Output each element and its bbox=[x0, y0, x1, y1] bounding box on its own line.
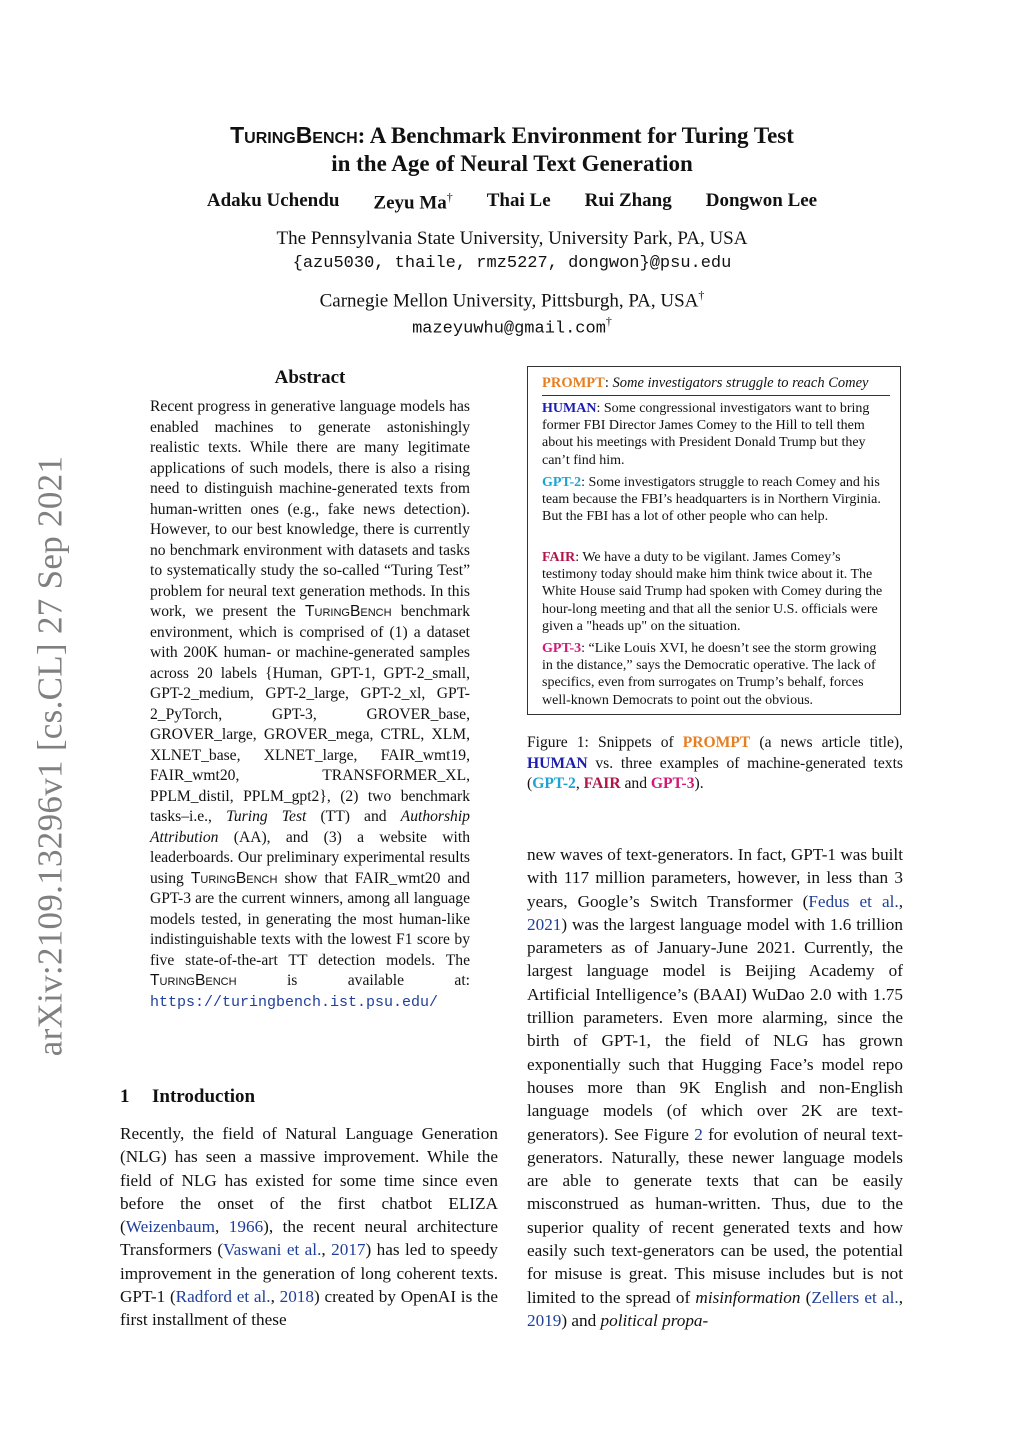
author-2-name: Zeyu Ma bbox=[373, 192, 447, 214]
dagger-mark: † bbox=[698, 288, 705, 302]
body-text: ) has led to speedy improvement in the generation of long coherent texts. GPT-1 ( bbox=[120, 1240, 499, 1307]
author-3: Thai Le bbox=[486, 190, 551, 211]
author-list bbox=[120, 190, 904, 214]
abstract-text: (AA), and (3) a website with leaderboards. Our preliminary experimental results using bbox=[150, 828, 470, 887]
prompt-label: PROMPT bbox=[542, 375, 605, 391]
title-brand: TuringBench bbox=[230, 122, 358, 148]
arxiv-side-label bbox=[8, 456, 92, 1056]
abstract-text: is available at: bbox=[236, 972, 470, 989]
citation-link[interactable]: Radford et al. bbox=[175, 1287, 271, 1307]
body-text: new waves of text-generators. In fact, GPT-1 was built with 117 million parameters, however, in less than 3 years, Google’s Switch Transformer ( bbox=[527, 845, 903, 911]
body-text: ( bbox=[800, 1287, 812, 1307]
author-5: Dongwon Lee bbox=[705, 190, 818, 211]
body-text: ) and bbox=[561, 1310, 601, 1330]
affiliation-2-email-line bbox=[120, 314, 904, 338]
paper-title bbox=[120, 121, 904, 178]
body-text: ) was the largest language model with 1.6 trillion parameters as of January-June 2021. Currently, the largest language model is Beijing Academy of Artificial Intelligence’s (BAAI) WuDao 2.0 with 1.75 trillion parameters. Even more alarming, since the birth of GPT-1, the field of NLG has grown exponentially such that Hugging Face’s model repo houses more than 9K English and non-English language models (of which over 2K are text-generators). See Figure bbox=[527, 914, 903, 1144]
figure-prompt-line: PROMPT: Some investigators struggle to reach Comey bbox=[542, 375, 869, 391]
citation-year-link[interactable]: 2019 bbox=[527, 1310, 562, 1330]
abstract-heading: Abstract bbox=[274, 367, 346, 388]
abstract-text: (TT) and bbox=[306, 808, 401, 825]
abstract-body bbox=[150, 397, 470, 1013]
citation-year-link[interactable]: 2018 bbox=[279, 1287, 314, 1307]
title-line1-rest: : A Benchmark Environment for Turing Test bbox=[357, 123, 794, 148]
abstract-text: show that FAIR_wmt20 and GPT-3 are the current winners, among all language models tested, in generating the most human-like indistinguishable texts with the lowest F1 score by five state-of-the-art TT detection models. The bbox=[150, 869, 470, 969]
dagger-mark: † bbox=[446, 190, 453, 204]
citation-link[interactable]: Zellers et al. bbox=[811, 1287, 899, 1307]
author-4: Rui Zhang bbox=[584, 190, 672, 211]
prompt-text: Some investigators struggle to reach Comey bbox=[612, 375, 869, 391]
author-1: Adaku Uchendu bbox=[206, 190, 340, 211]
caption-label-fair: FAIR bbox=[583, 775, 621, 792]
entry-label: GPT-2 bbox=[542, 475, 582, 490]
citation-link[interactable]: Fedus et al. bbox=[808, 891, 899, 911]
website-link[interactable]: https://turingbench.ist.psu.edu/ bbox=[150, 993, 439, 1011]
body-text: ), the recent neural architecture Transformers ( bbox=[120, 1217, 498, 1260]
abstract-text: Recent progress in generative language models has enabled machines to generate astonishingly realistic texts. While there are many legitimate applications of such models, there is also a rising need to distinguish machine-generated texts from human-written ones (e.g., fake news detection). However, to our best knowledge, there is currently no benchmark environment with datasets and tasks to systematically study the so-called “Turing Test” problem for neural text generation methods. In this work, we present the bbox=[150, 398, 470, 620]
citation-year-link[interactable]: 1966 bbox=[228, 1217, 264, 1237]
brand-name: TuringBench bbox=[150, 972, 237, 989]
figure-entry-gpt2: GPT-2: Some investigators struggle to reach Comey and his team because the FBI’s headquarters is in Northern Virginia. But the FBI has a lot of other people who can help. bbox=[542, 475, 881, 525]
caption-text: ). bbox=[694, 775, 704, 792]
body-text: for evolution of neural text-generators. Naturally, these newer language models are able to generate texts that can be easily misconstrued as human-written. Thus, due to the superior quality of recent generated texts and how easily such text-generators can be used, the potential for misuse is great. This misuse includes but is not limited to the spread of bbox=[527, 1124, 903, 1307]
affiliation-1-email: {azu5030, thaile, rmz5227, dongwon}@psu.edu bbox=[292, 254, 732, 273]
task-name: Authorship Attribution bbox=[150, 808, 470, 846]
entry-text: Some congressional investigators want to bring former FBI Director James Comey to the Hill to tell them about his meetings with President Donald Trump but they can’t find him. bbox=[542, 401, 870, 468]
section-number: 1 bbox=[120, 1086, 130, 1107]
entry-label: GPT-3 bbox=[542, 641, 582, 656]
title-line-2: in the Age of Neural Text Generation bbox=[331, 151, 693, 176]
body-text: ) created by OpenAI is the first installment of these bbox=[120, 1287, 498, 1330]
figure-1-caption bbox=[527, 733, 903, 795]
entry-text: “Like Louis XVI, he doesn’t see the storm growing in the distance,” says the Democratic operative. The lack of specifics, even from surrogates on Trump’s behalf, forces well-known Democrats to point out the obvious. bbox=[542, 641, 877, 708]
dagger-mark: † bbox=[605, 314, 612, 328]
citation-year-link[interactable]: 2021 bbox=[527, 914, 562, 934]
section-title: Introduction bbox=[152, 1086, 256, 1107]
affiliation-2-email: mazeyuwhu@gmail.com bbox=[412, 319, 606, 339]
section-heading bbox=[120, 1086, 255, 1108]
figure-divider bbox=[542, 395, 890, 396]
emphasis-text: political propa- bbox=[600, 1310, 709, 1330]
caption-label-prompt: PROMPT bbox=[682, 734, 751, 751]
caption-label-human: HUMAN bbox=[527, 754, 588, 772]
figure-entry-gpt3: GPT-3: “Like Louis XVI, he doesn’t see the storm growing in the distance,” says the Democratic operative. The lack of specifics, even from surrogates on Trump’s behalf, forces well-known Democrats to point out the obvious. bbox=[542, 641, 877, 708]
entry-text: Some investigators struggle to reach Comey and his team because the FBI’s headquarters is in Northern Virginia. But the FBI has a lot of other people who can help. bbox=[542, 475, 881, 525]
author-2 bbox=[373, 190, 452, 214]
abstract-text: benchmark environment, which is comprised of (1) a dataset with 200K human- or machine-generated samples across 20 labels {Human, GPT-1, GPT-2_small, GPT-2_medium, GPT-2_large, GPT-2_xl, GPT-2_PyTorch, GPT-3, GROVER_base, GROVER_large, GROVER_mega, CTRL, XLM, XLNET_base, XLNET_large, FAIR_wmt19, FAIR_wmt20, TRANSFORMER_XL, PPLM_distil, PPLM_gpt2}, (2) two benchmark tasks–i.e., bbox=[150, 603, 470, 825]
task-name: Turing Test bbox=[226, 808, 307, 825]
caption-text: vs. three examples of machine-generated texts ( bbox=[527, 754, 903, 792]
citation-link[interactable]: Vaswani et al. bbox=[223, 1240, 322, 1260]
brand-name: TuringBench bbox=[190, 869, 278, 887]
entry-label: HUMAN bbox=[542, 401, 597, 416]
emphasis-text: misinformation bbox=[695, 1287, 801, 1307]
caption-text: , bbox=[575, 775, 584, 792]
brand-name: TuringBench bbox=[304, 603, 392, 620]
affiliation-2-name: Carnegie Mellon University, Pittsburgh, PA, USA bbox=[319, 290, 699, 312]
title-line-1 bbox=[120, 121, 904, 150]
figure-1-box bbox=[527, 366, 901, 715]
intro-paragraph-right: new waves of text-generators. In fact, GPT-1 was built with 117 million parameters, however, in less than 3 years, Google’s Switch Transformer (Fedus et al., 2021) was the largest language model with 1.6 trillion parameters as of January-June 2021. Currently, the largest language model is Beijing Academy of Artificial Intelligence’s (BAAI) WuDao 2.0 with 1.75 trillion parameters. Even more alarming, since the birth of GPT-1, the field of NLG has grown exponentially such that Hugging Face’s model repo houses more than 9K English and non-English language models (of which over 2K are text-generators). See Figure 2 for evolution of neural text-generators. Naturally, these newer language models are able to generate texts that can be easily misconstrued as human-written. Thus, due to the superior quality of recent generated texts and how easily such text-generators can be used, the potential for misuse is great. This misuse includes but is not limited to the spread of misinformation (Zellers et al., 2019) and political propa- bbox=[527, 845, 904, 1330]
figure-entry-human: HUMAN: Some congressional investigators want to bring former FBI Director James Comey to the Hill to tell them about his meetings with President Donald Trump but they can’t find him. bbox=[542, 401, 870, 468]
caption-text: Figure 1: Snippets of bbox=[527, 734, 683, 751]
caption-text: (a news article title), bbox=[750, 734, 903, 751]
affiliation-1: The Pennsylvania State University, University Park, PA, USA bbox=[276, 228, 748, 249]
caption-label-gpt3: GPT-3 bbox=[650, 775, 695, 792]
entry-text: We have a duty to be vigilant. James Comey’s testimony today should make him think twice about it. The White House said Trump had spoken with Comey during the hour-long meeting and that all the senior U.S. officials were given a "heads up" on the situation. bbox=[542, 550, 883, 634]
caption-text: and bbox=[620, 775, 651, 792]
body-text: Recently, the field of Natural Language Generation (NLG) has seen a massive improvement. While the field of NLG has existed for some time since even before the onset of the first chatbot ELIZA ( bbox=[120, 1124, 498, 1237]
caption-label-gpt2: GPT-2 bbox=[532, 775, 576, 792]
citation-year-link[interactable]: 2017 bbox=[331, 1240, 366, 1260]
figure-entry-fair: FAIR: We have a duty to be vigilant. James Comey’s testimony today should make him think twice about it. The White House said Trump had spoken with Comey during the hour-long meeting and that all the senior U.S. officials were given a "heads up" on the situation. bbox=[542, 550, 883, 634]
affiliation-2 bbox=[120, 288, 904, 312]
entry-label: FAIR bbox=[542, 550, 576, 565]
citation-link[interactable]: Weizenbaum bbox=[125, 1217, 216, 1237]
arxiv-id: arXiv:2109.13296v1 [cs.CL] 27 Sep 2021 bbox=[30, 455, 70, 1057]
figure-ref-link[interactable]: 2 bbox=[694, 1124, 703, 1144]
intro-paragraph-left: Recently, the field of Natural Language Generation (NLG) has seen a massive improvement. While the field of NLG has existed for some time since even before the onset of the first chatbot ELIZA (Weizenbaum, 1966), the recent neural architecture Transformers (Vaswani et al., 2017) has led to speedy improvement in the generation of long coherent texts. GPT-1 (Radford et al., 2018) created by OpenAI is the first installment of these bbox=[120, 1124, 499, 1330]
